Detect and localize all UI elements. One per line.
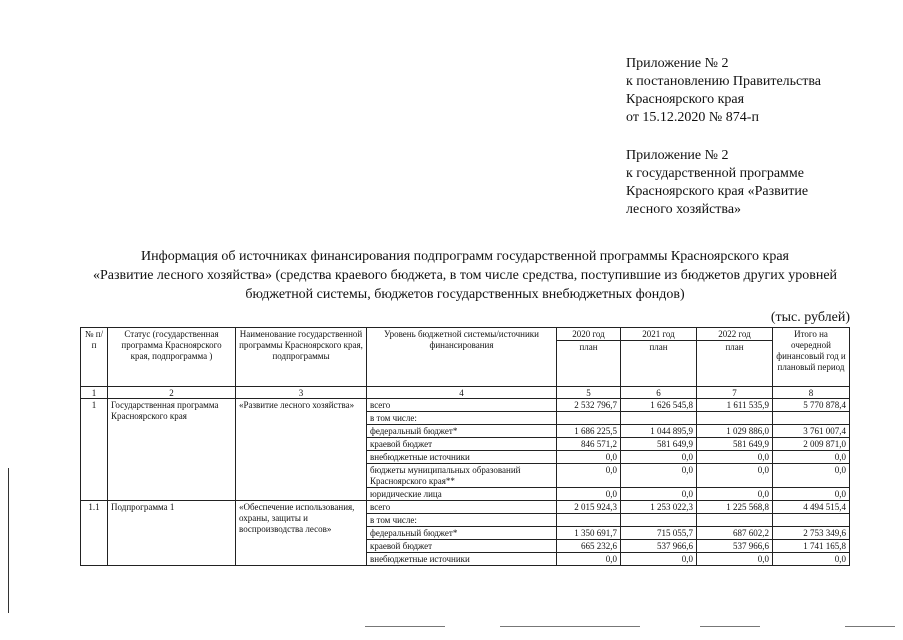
- value-2022: [697, 412, 773, 425]
- title-line: Информация об источниках финансирования подпрограмм государственной программы Красноярского края: [141, 249, 789, 264]
- header-num: № п/п: [81, 328, 108, 387]
- value-2022: 1 029 886,0: [697, 425, 773, 438]
- value-2020: [557, 412, 621, 425]
- value-2020: 1 350 691,7: [557, 527, 621, 540]
- title-line: «Развитие лесного хозяйства» (средства краевого бюджета, в том числе средства, поступившие из бюджетов других уровней: [92, 268, 838, 283]
- column-number: 8: [773, 387, 850, 399]
- value-total: 4 494 515,4: [773, 501, 850, 514]
- table-row: [81, 399, 850, 412]
- appendix-line: к постановлению Правительства: [626, 74, 822, 89]
- value-2021: 715 055,7: [621, 527, 697, 540]
- value-total: [773, 412, 850, 425]
- units-label: (тыс. рублей): [770, 310, 850, 325]
- appendix-line: Красноярского края: [626, 92, 745, 107]
- appendix-line: Приложение № 2: [626, 148, 729, 163]
- appendix-line: Приложение № 2: [626, 56, 729, 71]
- source-cell: юридические лица: [367, 488, 557, 501]
- value-2022: 581 649,9: [697, 438, 773, 451]
- appendix-line: к государственной программе: [626, 166, 804, 181]
- column-number: 5: [557, 387, 621, 399]
- scan-margin-line: [8, 468, 9, 613]
- header-plan-2022: план: [697, 341, 773, 387]
- program-num: 1: [81, 399, 108, 501]
- source-cell: федеральный бюджет*: [367, 425, 557, 438]
- column-number: 4: [367, 387, 557, 399]
- value-total: 5 770 878,4: [773, 399, 850, 412]
- appendix-line: от 15.12.2020 № 874-п: [626, 110, 759, 125]
- source-cell: федеральный бюджет*: [367, 527, 557, 540]
- value-2020: 2 532 796,7: [557, 399, 621, 412]
- source-cell: в том числе:: [367, 412, 557, 425]
- column-number: 1: [81, 387, 108, 399]
- source-cell: краевой бюджет: [367, 540, 557, 553]
- value-2021: 537 966,6: [621, 540, 697, 553]
- value-2022: 537 966,6: [697, 540, 773, 553]
- program-name: «Развитие лесного хозяйства»: [236, 399, 367, 501]
- column-number-row: [81, 387, 850, 399]
- value-total: 0,0: [773, 451, 850, 464]
- value-2020: 2 015 924,3: [557, 501, 621, 514]
- appendix-line: Красноярского края «Развитие: [626, 184, 809, 199]
- scan-artifact-line: [845, 626, 895, 627]
- header-total: Итого на очередной финансовый год и плановый период: [773, 328, 850, 387]
- value-total: 2 009 871,0: [773, 438, 850, 451]
- value-2021: 1 044 895,9: [621, 425, 697, 438]
- program-num: 1.1: [81, 501, 108, 566]
- value-2022: 0,0: [697, 488, 773, 501]
- scan-artifact-line: [500, 626, 640, 627]
- source-cell: всего: [367, 501, 557, 514]
- value-2022: 0,0: [697, 553, 773, 566]
- value-2022: 1 611 535,9: [697, 399, 773, 412]
- value-2022: 687 602,2: [697, 527, 773, 540]
- table-header-row: [81, 328, 850, 341]
- source-cell: всего: [367, 399, 557, 412]
- value-2020: 665 232,6: [557, 540, 621, 553]
- header-plan-2020: план: [557, 341, 621, 387]
- source-cell: бюджеты муниципальных образований Красноярского края**: [367, 464, 557, 488]
- header-level: Уровень бюджетной системы/источники финансирования: [367, 328, 557, 387]
- value-2021: 581 649,9: [621, 438, 697, 451]
- appendix-line: лесного хозяйства»: [626, 202, 742, 217]
- value-total: 2 753 349,6: [773, 527, 850, 540]
- source-cell: внебюджетные источники: [367, 553, 557, 566]
- header-year-2020: 2020 год: [557, 328, 621, 341]
- source-cell: краевой бюджет: [367, 438, 557, 451]
- value-2021: [621, 412, 697, 425]
- source-cell: внебюджетные источники: [367, 451, 557, 464]
- value-total: 0,0: [773, 488, 850, 501]
- value-2020: 0,0: [557, 488, 621, 501]
- value-total: 1 741 165,8: [773, 540, 850, 553]
- column-number: 2: [108, 387, 236, 399]
- value-2021: 0,0: [621, 488, 697, 501]
- financing-table: [80, 327, 850, 566]
- program-status: Государственная программа Красноярского края: [108, 399, 236, 501]
- value-total: [773, 514, 850, 527]
- value-2021: 1 253 022,3: [621, 501, 697, 514]
- document-title: [60, 247, 870, 304]
- appendix-block-resolution: [626, 55, 821, 127]
- scan-artifact-line: [365, 626, 445, 627]
- header-status: Статус (государственная программа Красноярского края, подпрограмма ): [108, 328, 236, 387]
- title-line: бюджетной системы, бюджетов государственных внебюджетных фондов): [245, 287, 685, 302]
- value-total: 3 761 007,4: [773, 425, 850, 438]
- table-row: [81, 501, 850, 514]
- value-2021: 0,0: [621, 464, 697, 488]
- appendix-block-program: [626, 147, 808, 219]
- header-year-2022: 2022 год: [697, 328, 773, 341]
- value-2021: 0,0: [621, 553, 697, 566]
- value-2021: 1 626 545,8: [621, 399, 697, 412]
- value-2022: 0,0: [697, 464, 773, 488]
- value-total: 0,0: [773, 464, 850, 488]
- header-plan-2021: план: [621, 341, 697, 387]
- scan-artifact-line: [700, 626, 760, 627]
- value-2022: [697, 514, 773, 527]
- column-number: 7: [697, 387, 773, 399]
- program-status: Подпрограмма 1: [108, 501, 236, 566]
- value-2020: [557, 514, 621, 527]
- value-2022: 1 225 568,8: [697, 501, 773, 514]
- value-2020: 0,0: [557, 464, 621, 488]
- program-name: «Обеспечение использования, охраны, защиты и воспроизводства лесов»: [236, 501, 367, 566]
- value-2021: [621, 514, 697, 527]
- header-name: Наименование государственной программы Красноярского края, подпрограммы: [236, 328, 367, 387]
- value-2020: 0,0: [557, 553, 621, 566]
- source-cell: в том числе:: [367, 514, 557, 527]
- value-2020: 0,0: [557, 451, 621, 464]
- value-2020: 1 686 225,5: [557, 425, 621, 438]
- header-year-2021: 2021 год: [621, 328, 697, 341]
- value-total: 0,0: [773, 553, 850, 566]
- column-number: 3: [236, 387, 367, 399]
- value-2022: 0,0: [697, 451, 773, 464]
- value-2021: 0,0: [621, 451, 697, 464]
- value-2020: 846 571,2: [557, 438, 621, 451]
- column-number: 6: [621, 387, 697, 399]
